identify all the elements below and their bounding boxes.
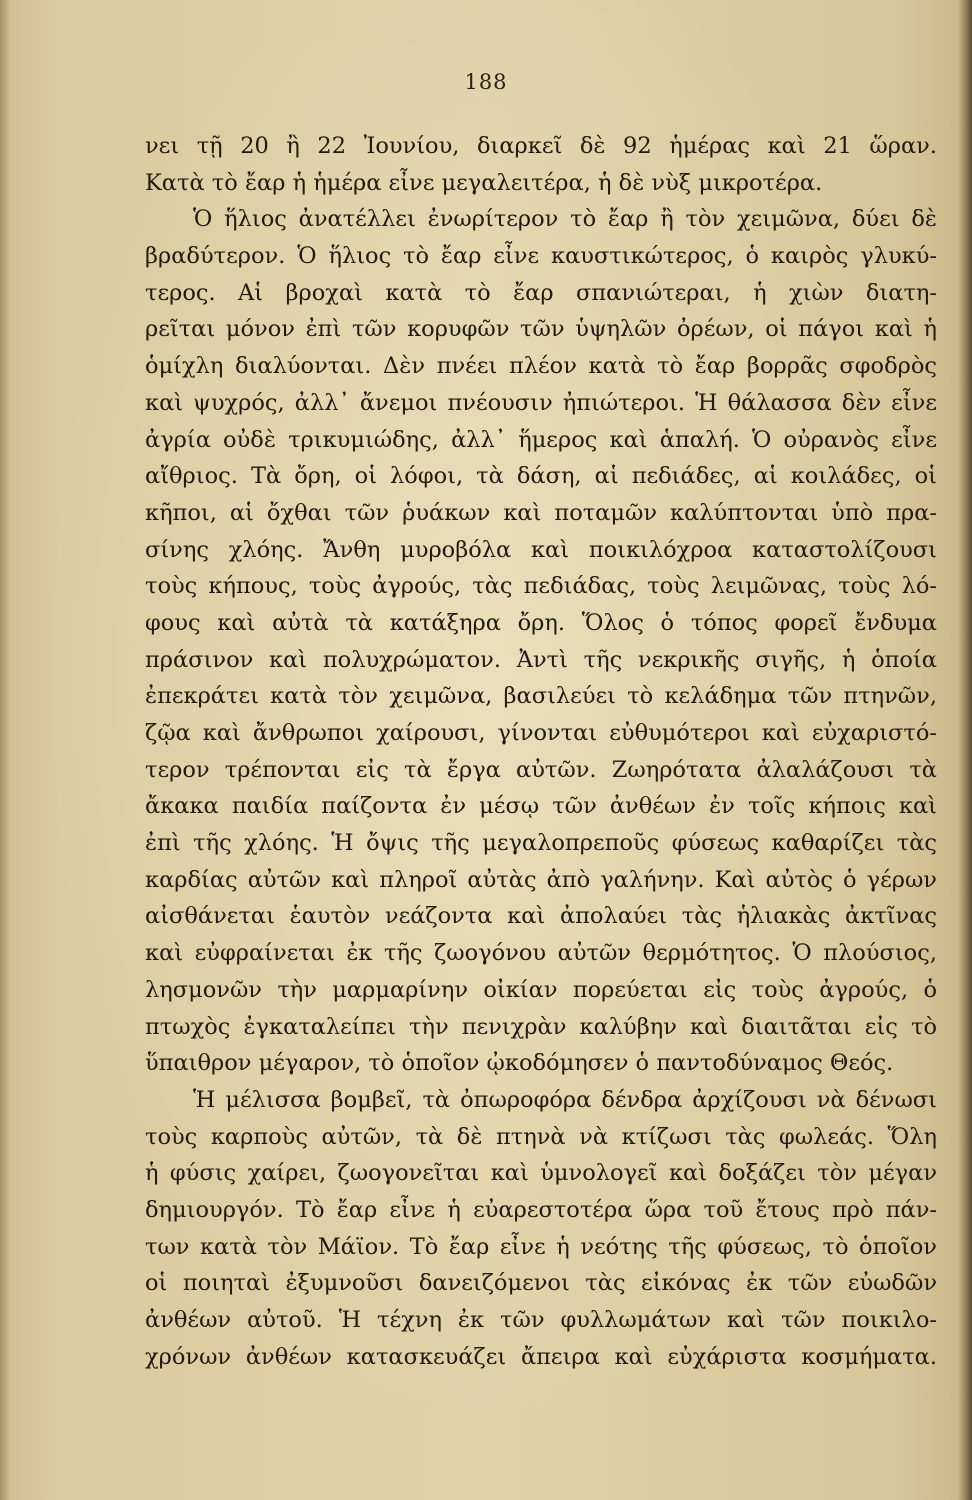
text-line: ρεῖται μόνον ἐπὶ τῶν κορυφῶν τῶν ὑψηλῶν ὀρέων, οἱ πάγοι καὶ ἡ	[145, 316, 937, 343]
text-line: των κατὰ τὸν Μάϊον. Τὸ ἔαρ εἶνε ἡ νεότης τῆς φύσεως, τὸ ὁποῖον	[145, 1233, 937, 1260]
text-line: ἐπεκράτει κατὰ τὸν χειμῶνα, βασιλεύει τὸ κελάδημα τῶν πτηνῶν,	[145, 683, 937, 710]
text-line: Ἡ μέλισσα βομβεῖ, τὰ ὀπωροφόρα δένδρα ἀρχίζουσι νὰ δένωσι	[193, 1086, 937, 1113]
text-line: ἡ φύσις χαίρει, ζωογονεῖται καὶ ὑμνολογεῖ καὶ δοξάζει τὸν μέγαν	[145, 1160, 937, 1187]
text-line: ὕπαιθρον μέγαρον, τὸ ὁποῖον ᾠκοδόμησεν ὁ παντοδύναμος Θεός.	[145, 1050, 894, 1077]
text-line: πτωχὸς ἐγκαταλείπει τὴν πενιχρὰν καλύβην καὶ διαιτᾶται εἰς τὸ	[145, 1013, 937, 1040]
text-line: βραδύτερον. Ὁ ἥλιος τὸ ἔαρ εἶνε καυστικώτερος, ὁ καιρὸς γλυκύ-	[145, 243, 937, 270]
text-line: καὶ ψυχρός, ἀλλ᾽ ἄνεμοι πνέουσιν ἠπιώτεροι. Ἡ θάλασσα δὲν εἶνε	[145, 389, 937, 416]
text-line: ἀνθέων αὐτοῦ. Ἡ τέχνη ἐκ τῶν φυλλωμάτων καὶ τῶν ποικιλο-	[145, 1307, 937, 1333]
text-line: φους καὶ αὐτὰ τὰ κατάξηρα ὄρη. Ὅλος ὁ τόπος φορεῖ ἔνδυμα	[145, 609, 937, 636]
text-line: ζῷα καὶ ἄνθρωποι χαίρουσι, γίνονται εὐθυμότεροι καὶ εὐχαριστό-	[145, 720, 937, 746]
text-line: τερον τρέπονται εἰς τὰ ἔργα αὐτῶν. Ζωηρότατα ἀλαλάζουσι τὰ	[145, 756, 937, 783]
text-line: καὶ εὐφραίνεται ἐκ τῆς ζωογόνου αὐτῶν θερμότητος. Ὁ πλούσιος,	[145, 940, 937, 967]
page-right-edge-shadow	[958, 0, 972, 1500]
text-line: ὁμίχλη διαλύονται. Δὲν πνέει πλέον κατὰ τὸ ἔαρ βορρᾶς σφοδρὸς	[145, 353, 937, 380]
text-line: αἴθριος. Τὰ ὄρη, οἱ λόφοι, τὰ δάση, αἱ πεδιάδες, αἱ κοιλάδες, οἱ	[145, 463, 937, 490]
text-line: ἐπὶ τῆς χλόης. Ἡ ὄψις τῆς μεγαλοπρεποῦς φύσεως καθαρίζει τὰς	[145, 830, 937, 857]
text-line: καρδίας αὐτῶν καὶ πληροῖ αὐτὰς ἀπὸ γαλήνην. Καὶ αὐτὸς ὁ γέρων	[145, 866, 937, 893]
text-line: τοὺς καρποὺς αὐτῶν, τὰ δὲ πτηνὰ νὰ κτίζωσι τὰς φωλεάς. Ὅλη	[145, 1123, 937, 1150]
body-text	[145, 128, 937, 1375]
text-line: ἀγρία οὐδὲ τρικυμιώδης, ἀλλ᾽ ἥμερος καὶ ἁπαλή. Ὁ οὐρανὸς εἶνε	[145, 426, 937, 453]
text-line: κῆποι, αἱ ὄχθαι τῶν ῥυάκων καὶ ποταμῶν καλύπτονται ὑπὸ πρα-	[145, 499, 937, 526]
text-line: αἰσθάνεται ἑαυτὸν νεάζοντα καὶ ἀπολαύει τὰς ἡλιακὰς ἀκτῖνας	[145, 903, 937, 930]
text-line: πράσινον καὶ πολυχρώματον. Ἀντὶ τῆς νεκρικῆς σιγῆς, ἡ ὁποία	[145, 646, 937, 673]
text-line: οἱ ποιηταὶ ἐξυμνοῦσι δανειζόμενοι τὰς εἰκόνας ἐκ τῶν εὐωδῶν	[145, 1270, 937, 1297]
text-line: δημιουργόν. Τὸ ἔαρ εἶνε ἡ εὐαρεστοτέρα ὥρα τοῦ ἔτους πρὸ πάν-	[145, 1196, 937, 1223]
text-line: Ὁ ἥλιος ἀνατέλλει ἐνωρίτερον τὸ ἔαρ ἢ τὸν χειμῶνα, δύει δὲ	[193, 206, 937, 233]
text-line: νει τῇ 20 ἢ 22 Ἰουνίου, διαρκεῖ δὲ 92 ἡμέρας καὶ 21 ὥραν.	[145, 133, 937, 159]
page-left-edge-shadow	[0, 0, 10, 1500]
text-line: σίνης χλόης. Ἄνθη μυροβόλα καὶ ποικιλόχροα καταστολίζουσι	[145, 536, 937, 563]
text-line: ἄκακα παιδία παίζοντα ἐν μέσῳ τῶν ἀνθέων ἐν τοῖς κήποις καὶ	[145, 793, 937, 820]
text-line: λησμονῶν τὴν μαρμαρίνην οἰκίαν πορεύεται εἰς τοὺς ἀγρούς, ὁ	[145, 976, 937, 1003]
text-line: Κατὰ τὸ ἔαρ ἡ ἡμέρα εἶνε μεγαλειτέρα, ἡ δὲ νὺξ μικροτέρα.	[145, 169, 823, 196]
text-line: χρόνων ἀνθέων κατασκευάζει ἄπειρα καὶ εὐχάριστα κοσμήματα.	[145, 1343, 937, 1370]
text-line: τερος. Αἱ βροχαὶ κατὰ τὸ ἔαρ σπανιώτεραι, ἡ χιὼν διατη-	[145, 279, 937, 306]
page-number: 188	[464, 70, 508, 94]
text-line: τοὺς κήπους, τοὺς ἀγρούς, τὰς πεδιάδας, τοὺς λειμῶνας, τοὺς λό-	[145, 573, 937, 600]
